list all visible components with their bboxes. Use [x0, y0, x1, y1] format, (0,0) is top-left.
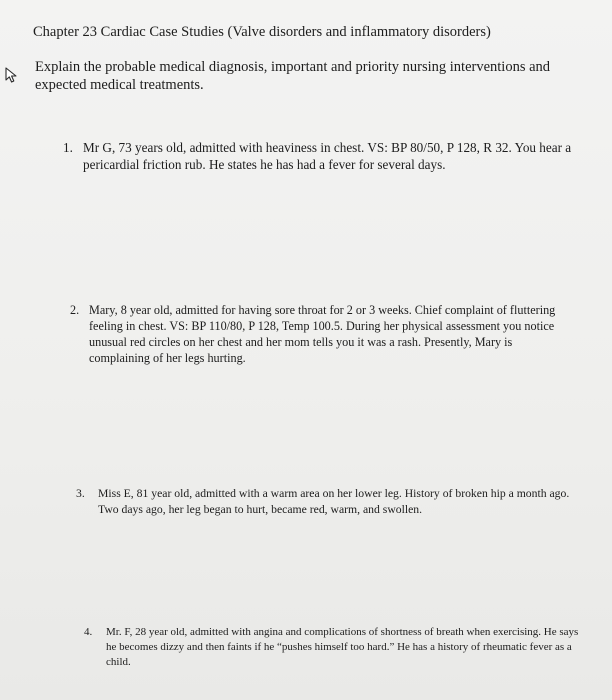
question-text: Mr G, 73 years old, admitted with heaviness in chest. VS: BP 80/50, P 128, R 32. You hear a pericardial friction rub. He states he has had a fever for several days. [83, 140, 572, 172]
question-text: Miss E, 81 year old, admitted with a warm area on her lower leg. History of broken hip a month ago. Two days ago, her leg began to hurt, became red, warm, and swollen. [98, 487, 570, 516]
question-number: 2. [70, 303, 80, 317]
question-number: 3. [76, 487, 85, 500]
question-item [70, 302, 575, 366]
instructions-text: Explain the probable medical diagnosis, important and priority nursing interventions and expected medical treatments. [35, 59, 551, 93]
question-text: Mary, 8 year old, admitted for having sore throat for 2 or 3 weeks. Chief complaint of fluttering feeling in chest. VS: BP 110/80, P 128, Temp 100.5. During her physical assessment you notice unusual red circles on her chest and her mom tells you it was a rash. Presently, Mary is complaining of her legs hurting. [89, 303, 556, 365]
question-number: 1. [63, 140, 73, 155]
question-item [63, 139, 603, 173]
question-number: 4. [84, 626, 93, 638]
question-item [84, 625, 584, 670]
mouse-pointer-icon [4, 66, 22, 84]
page-title: Chapter 23 Cardiac Case Studies (Valve disorders and inflammatory disorders) [33, 24, 491, 40]
question-item [76, 486, 586, 517]
question-text: Mr. F, 28 year old, admitted with angina and complications of shortness of breath when exercising. He says he becomes dizzy and then faints if he “pushes himself too hard.” He has a history of rheumatic fever as a child. [106, 626, 579, 668]
